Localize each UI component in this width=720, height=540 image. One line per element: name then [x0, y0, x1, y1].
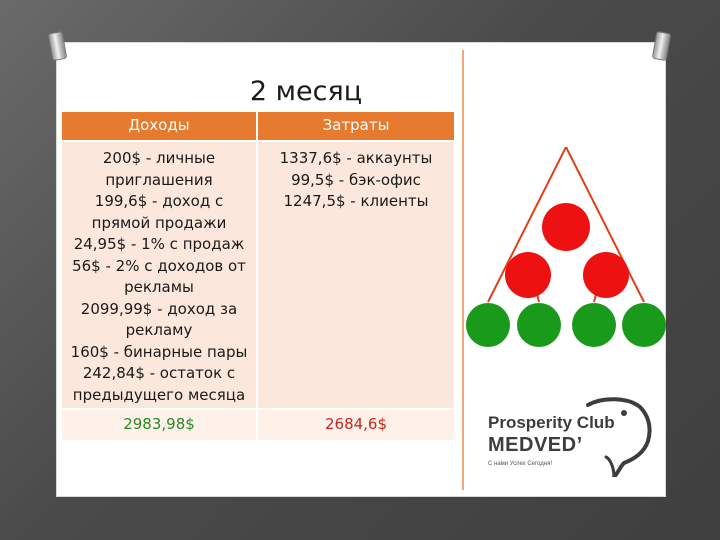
tree-node-level3 [466, 303, 510, 347]
expense-line: 99,5$ - бэк-офис [291, 170, 421, 189]
expense-line: 1337,6$ - аккаунты [279, 149, 433, 167]
slide [56, 42, 666, 497]
tree-node-level3 [572, 303, 616, 347]
tree-node-level2 [583, 252, 629, 298]
prosperity-club-logo [488, 397, 658, 477]
totals-row [62, 408, 454, 440]
expense-cell [258, 140, 454, 408]
income-line: 160$ - бинарные пары [70, 342, 248, 361]
binary-tree-diagram [466, 147, 666, 382]
income-line: 56$ - 2% с доходов от [72, 256, 246, 275]
tree-node-level3 [517, 303, 561, 347]
tree-node-top [542, 203, 590, 251]
logo-line1: Prosperity Club [488, 413, 615, 432]
income-line: рекламу [125, 321, 193, 339]
header-income: Доходы [62, 112, 258, 140]
expense-line: 1247,5$ - клиенты [283, 192, 429, 210]
income-line: прямой продажи [91, 213, 227, 232]
income-line: 242,84$ - остаток с [82, 364, 236, 382]
tree-node-level2 [505, 252, 551, 298]
table-header-row [62, 112, 454, 140]
income-line: приглашения [105, 170, 213, 189]
pushpin-icon [48, 31, 68, 61]
pushpin-icon [652, 31, 672, 61]
vertical-divider [462, 50, 464, 490]
logo-line2: MEDVED’ [488, 434, 583, 456]
income-total: 2983,98$ [62, 408, 258, 440]
logo-tagline: С нами Успех Сегодня! [488, 461, 552, 467]
header-expense: Затраты [258, 112, 454, 140]
income-line: 24,95$ - 1% с продаж [73, 235, 245, 253]
income-cell [62, 140, 258, 408]
expense-total: 2684,6$ [258, 408, 454, 440]
tree-node-level3 [622, 303, 666, 347]
table-row [62, 140, 454, 408]
bear-icon [584, 397, 656, 477]
income-line: 2099,99$ - доход за [80, 299, 238, 318]
finance-table [62, 112, 454, 440]
income-line: 199,6$ - доход с [94, 192, 224, 210]
income-line: рекламы [124, 278, 194, 296]
income-line: предыдущего месяца [72, 385, 246, 404]
income-line: 200$ - личные [102, 149, 216, 167]
slide-title: 2 месяц [249, 76, 363, 107]
